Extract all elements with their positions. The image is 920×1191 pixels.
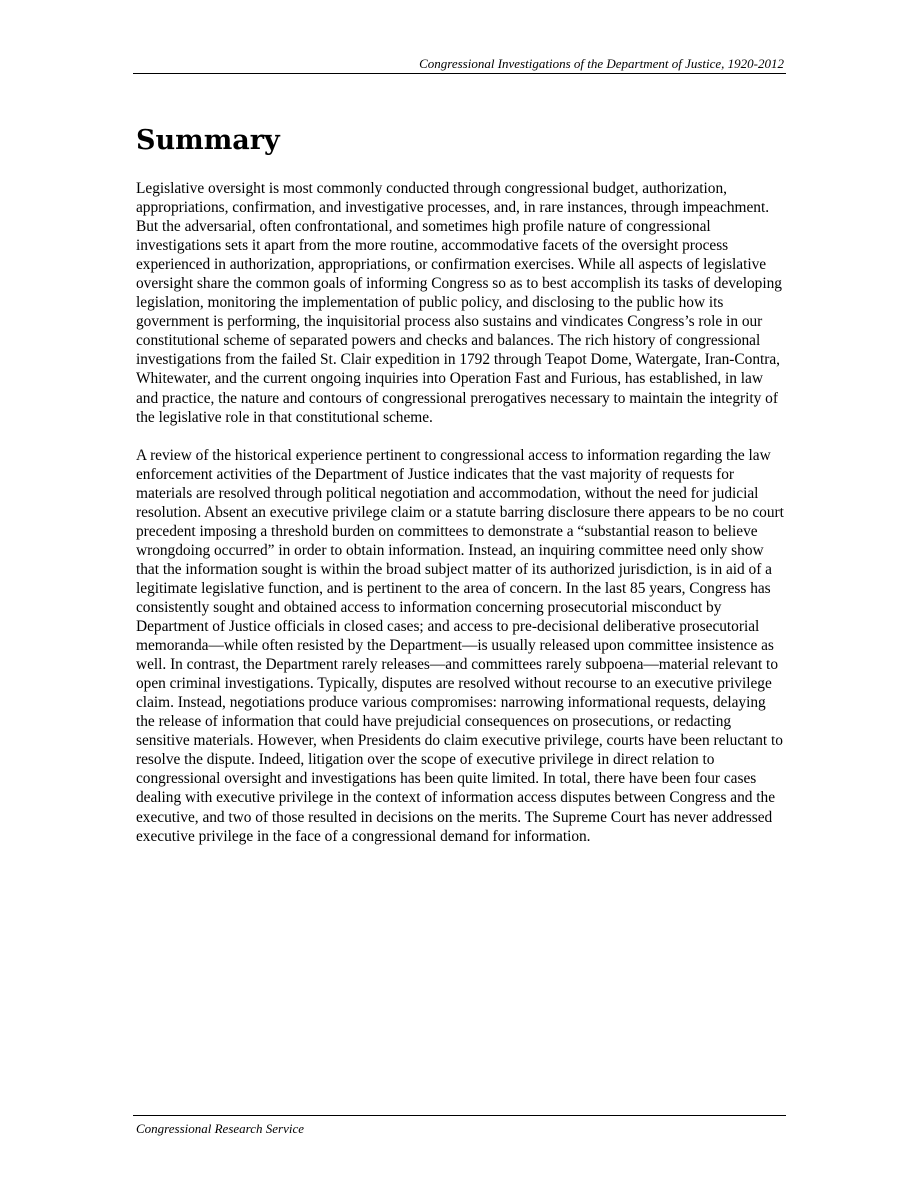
running-footer — [133, 1115, 786, 1136]
running-header-title: Congressional Investigations of the Department of Justice, 1920-2012 — [419, 56, 784, 71]
page-title: Summary — [136, 125, 280, 156]
footer-publisher: Congressional Research Service — [136, 1121, 304, 1136]
summary-paragraph: Legislative oversight is most commonly conducted through congressional budget, authorization, appropriations, confirmation, and investigative processes, and, in rare instances, through impeachment. But the adversarial, often confrontational, and sometimes high profile nature of congressional investigations sets it apart from the more routine, accommodative facets of the oversight process experienced in authorization, appropriations, or confirmation exercises. While all aspects of legislative oversight share the common goals of informing Congress so as to best accomplish its tasks of developing legislation, monitoring the implementation of public policy, and disclosing to the public how its government is performing, the inquisitorial process also sustains and vindicates Congress’s role in our constitutional scheme of separated powers and checks and balances. The rich history of congressional investigations from the failed St. Clair expedition in 1792 through Teapot Dome, Watergate, Iran-Contra, Whitewater, and the current ongoing inquiries into Operation Fast and Furious, has established, in law and practice, the nature and contours of congressional prerogatives necessary to maintain the integrity of the legislative role in that constitutional scheme. — [136, 180, 782, 426]
summary-paragraph: A review of the historical experience pertinent to congressional access to information regarding the law enforcement activities of the Department of Justice indicates that the vast majority of requests for materials are resolved through political negotiation and accommodation, without the need for judicial resolution. Absent an executive privilege claim or a statute barring disclosure there appears to be no court precedent imposing a threshold burden on committees to demonstrate a “substantial reason to believe wrongdoing occurred” in order to obtain information. Instead, an inquiring committee need only show that the information sought is within the broad subject matter of its authorized jurisdiction, is in aid of a legitimate legislative function, and is pertinent to the area of concern. In the last 85 years, Congress has consistently sought and obtained access to information concerning prosecutorial misconduct by Department of Justice officials in closed cases; and access to pre-decisional deliberative prosecutorial memoranda—while often resisted by the Department—is usually released upon committee insistence as well. In contrast, the Department rarely releases—and committees rarely subpoena—material relevant to open criminal investigations. Typically, disputes are resolved without recourse to an executive privilege claim. Instead, negotiations produce various compromises: narrowing informational requests, delaying the release of information that could have prejudicial consequences on prosecutions, or redacting sensitive materials. However, when Presidents do claim executive privilege, courts have been reluctant to resolve the dispute. Indeed, litigation over the scope of executive privilege in direct relation to congressional oversight and investigations has been quite limited. In total, there have been four cases dealing with executive privilege in the context of information access disputes between Congress and the executive, and two of those resulted in decisions on the merits. The Supreme Court has never addressed executive privilege in the face of a congressional demand for information. — [136, 446, 784, 845]
summary-body — [136, 179, 788, 865]
running-header — [133, 55, 786, 74]
